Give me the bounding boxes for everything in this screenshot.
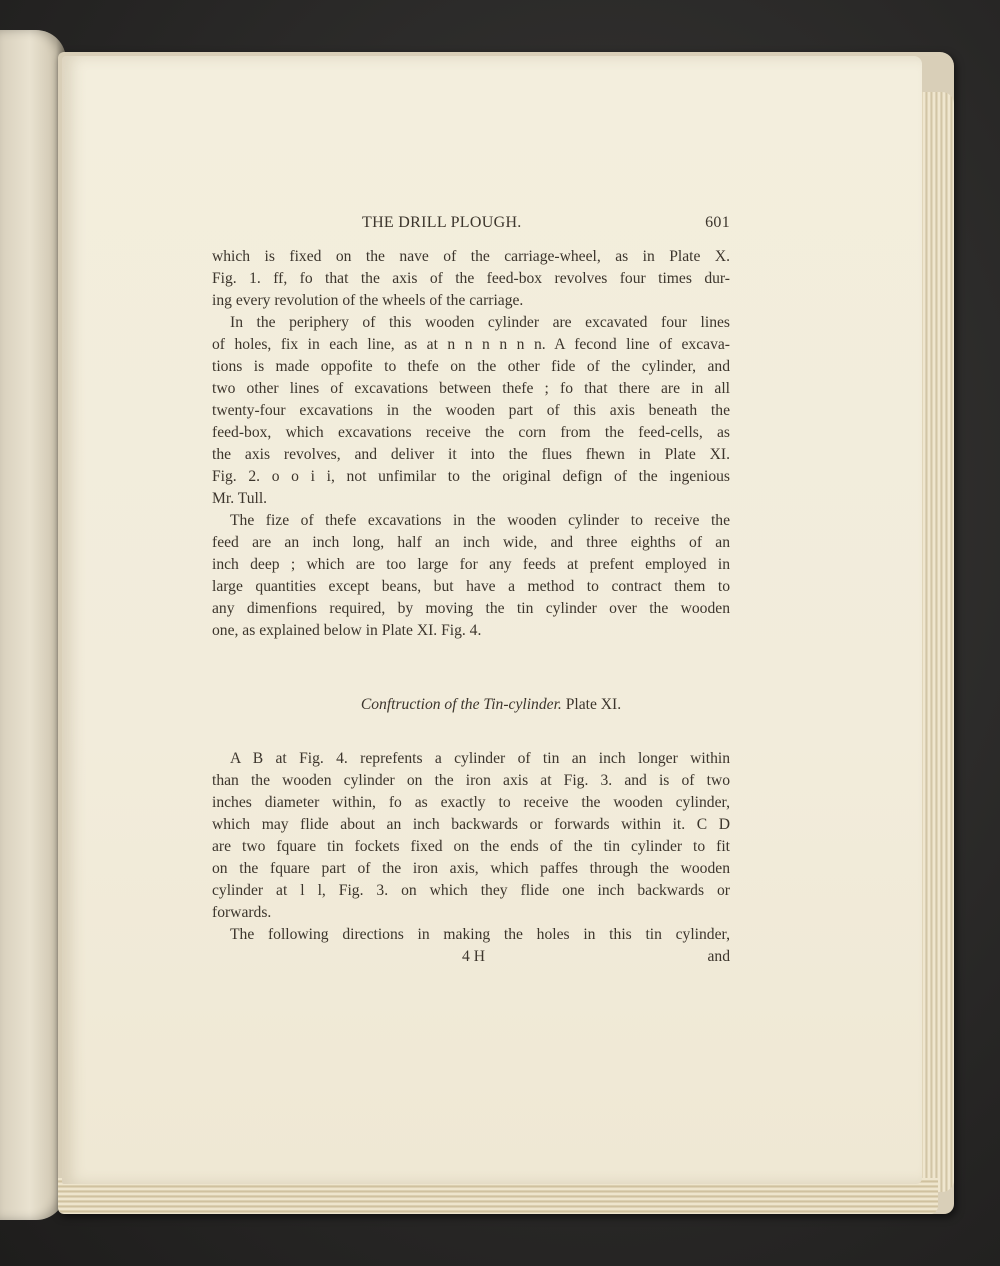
facing-page-edge	[0, 30, 66, 1220]
text-line: which may flide about an inch backwards or forwards within it. C D	[212, 816, 730, 833]
text-line: on the fquare part of the iron axis, which paffes through the wooden	[212, 860, 730, 877]
catchword: and	[707, 948, 730, 965]
text-line: Fig. 2. o o i i, not unfimilar to the original defign of the ingenious	[212, 468, 730, 485]
page-fore-edge	[918, 92, 954, 1192]
text-line: twenty-four excavations in the wooden part of this axis beneath the	[212, 402, 730, 419]
text-line: feed-box, which excavations receive the corn from the feed-cells, as	[212, 424, 730, 441]
book-page	[62, 56, 922, 1184]
text-line: tions is made oppofite to thefe on the other fide of the cylinder, and	[212, 358, 730, 375]
paragraph-3	[212, 510, 730, 642]
paragraph-4	[212, 748, 730, 924]
text-line: forwards.	[212, 904, 272, 921]
text-line: ing every revolution of the wheels of the carriage.	[212, 292, 524, 309]
section-heading	[212, 693, 730, 717]
signature-mark: 4 H	[462, 948, 485, 965]
text-line: of holes, fix in each line, as at n n n n n n. A fecond line of excava-	[212, 336, 730, 353]
paragraph-1	[212, 246, 730, 312]
text-line: which is fixed on the nave of the carriage-wheel, as in Plate X.	[212, 248, 730, 265]
section-heading-title: Conftruction of the Tin-cylinder.	[360, 696, 562, 713]
text-line: two other lines of excavations between thefe ; fo that there are in all	[212, 380, 730, 397]
text-line: one, as explained below in Plate XI. Fig. 4.	[212, 622, 482, 639]
text-line: than the wooden cylinder on the iron axis at Fig. 3. and is of two	[212, 772, 730, 789]
text-line: inch deep ; which are too large for any feeds at prefent employed in	[212, 556, 730, 573]
text-line: cylinder at l l, Fig. 3. on which they flide one inch backwards or	[212, 882, 730, 899]
page-footer	[212, 946, 730, 968]
text-line: Mr. Tull.	[212, 490, 268, 507]
text-line: The following directions in making the holes in this tin cylinder,	[230, 926, 730, 943]
paragraph-5	[212, 924, 730, 946]
text-line: large quantities except beans, but have a method to contract them to	[212, 578, 730, 595]
section-heading-plate: Plate XI.	[565, 696, 622, 713]
text-line: are two fquare tin fockets fixed on the ends of the tin cylinder to fit	[212, 838, 730, 855]
text-line: inches diameter within, fo as exactly to receive the wooden cylinder,	[212, 794, 730, 811]
text-line: the axis revolves, and deliver it into the flues fhewn in Plate XI.	[212, 446, 730, 463]
running-head: THE DRILL PLOUGH.	[362, 214, 522, 231]
text-line: any dimenfions required, by moving the tin cylinder over the wooden	[212, 600, 730, 617]
text-line: A B at Fig. 4. reprefents a cylinder of tin an inch longer within	[230, 750, 730, 767]
text-line: feed are an inch long, half an inch wide, and three eighths of an	[212, 534, 730, 551]
text-line: The fize of thefe excavations in the wooden cylinder to receive the	[230, 512, 730, 529]
page-header	[212, 212, 730, 236]
text-line: Fig. 1. ff, fo that the axis of the feed-box revolves four times dur-	[212, 270, 730, 287]
text-line: In the periphery of this wooden cylinder are excavated four lines	[230, 314, 730, 331]
paragraph-2	[212, 312, 730, 510]
page-number: 601	[705, 214, 730, 231]
text-block	[212, 214, 730, 968]
